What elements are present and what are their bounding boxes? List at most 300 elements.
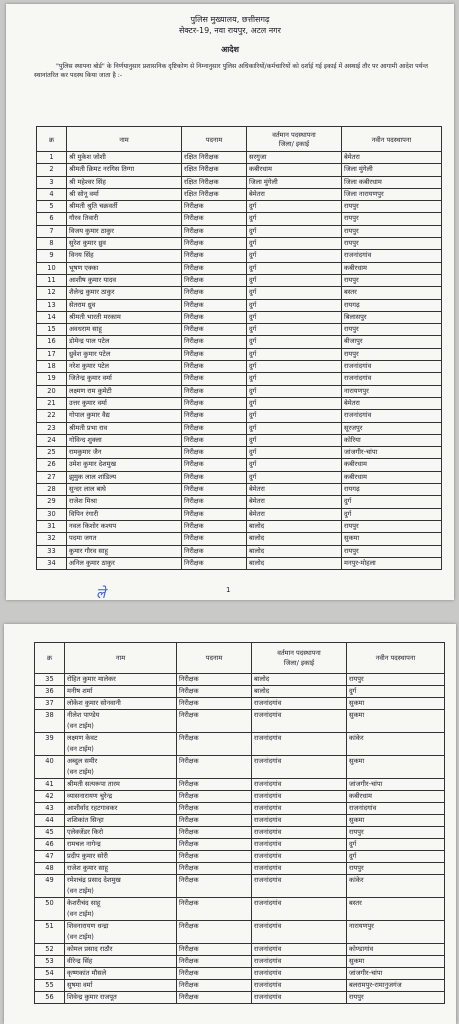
cell-current-posting: राजनांदगांव: [252, 992, 347, 1004]
cell-serial-no: 36: [35, 686, 65, 698]
cell-current-posting: दुर्ग: [247, 422, 342, 434]
table-row: [37, 238, 442, 250]
officer-name: सुरेश कुमार ध्रुव: [69, 239, 106, 248]
table-row: [35, 839, 445, 851]
cell-new-posting: रायगढ़: [342, 299, 442, 311]
cell-officer-name: [65, 875, 177, 898]
cell-new-posting: मनपुर-मोहला: [342, 557, 442, 569]
table-row: [37, 262, 442, 274]
officer-name: शशिकांत सिन्हा: [67, 816, 104, 824]
transfer-table-2: [34, 642, 445, 1004]
cell-new-posting: दुर्ग: [347, 839, 445, 851]
table-row: [37, 434, 442, 446]
table-row: [35, 863, 445, 875]
cell-current-posting: राजनांदगांव: [252, 898, 347, 921]
officer-name-note: (वन टाईम): [67, 745, 94, 753]
table-header-row: [35, 643, 445, 674]
table-row: [37, 250, 442, 262]
cell-officer-name: [67, 545, 182, 557]
cell-rank: निरीक्षक: [177, 779, 252, 791]
cell-new-posting: रायपुर: [342, 545, 442, 557]
officer-name: अब्दुल समीर: [67, 757, 98, 765]
officer-name: रामकुमार जैन: [69, 448, 102, 457]
cell-serial-no: 25: [37, 447, 67, 459]
cell-rank: निरीक्षक: [182, 274, 247, 286]
cell-new-posting: रायपुर: [342, 225, 442, 237]
cell-officer-name: [67, 508, 182, 520]
officer-name: झुमुक लाल शांडिल्य: [69, 472, 117, 481]
officer-name: गोपाल कुमार वैद्य: [69, 411, 110, 420]
cell-current-posting: राजनांदगांव: [252, 733, 347, 756]
cell-serial-no: 28: [37, 484, 67, 496]
cell-officer-name: [65, 791, 177, 803]
cell-new-posting: दुर्ग: [347, 686, 445, 698]
cell-current-posting: दुर्ग: [247, 410, 342, 422]
officer-name: विजय कुमार ठाकुर: [69, 226, 114, 235]
cell-serial-no: 50: [35, 898, 65, 921]
cell-new-posting: बस्तर: [347, 898, 445, 921]
col-header-no: क्र: [37, 127, 67, 152]
cell-officer-name: [67, 533, 182, 545]
cell-current-posting: बेमेतरा: [247, 484, 342, 496]
cell-current-posting: दुर्ग: [247, 287, 342, 299]
page-number: 1: [226, 586, 231, 594]
cell-rank: रक्षित निरीक्षक: [182, 176, 247, 188]
cell-officer-name: [67, 299, 182, 311]
cell-serial-no: 52: [35, 944, 65, 956]
cell-serial-no: 38: [35, 710, 65, 733]
officer-name: वीरेन्द्र सिंह: [67, 957, 93, 965]
cell-serial-no: 45: [35, 827, 65, 839]
cell-officer-name: [67, 348, 182, 360]
cell-rank: निरीक्षक: [182, 533, 247, 545]
officer-name: आशीष कुमार यादव: [69, 275, 117, 284]
table-row: [37, 520, 442, 532]
officer-name: श्रीमती सत्यरूपा तारम: [67, 780, 120, 788]
cell-officer-name: [67, 471, 182, 483]
handwritten-initials: ले: [96, 586, 106, 600]
cell-current-posting: राजनांदगांव: [252, 863, 347, 875]
cell-serial-no: 42: [35, 791, 65, 803]
cell-rank: निरीक्षक: [182, 410, 247, 422]
officer-name: नवल किशोर कश्यप: [69, 521, 117, 530]
officer-name: कृष्णकांत मौसले: [67, 969, 107, 977]
cell-officer-name: [65, 863, 177, 875]
cell-rank: रक्षित निरीक्षक: [182, 188, 247, 200]
cell-rank: निरीक्षक: [177, 839, 252, 851]
cell-current-posting: राजनांदगांव: [252, 815, 347, 827]
cell-officer-name: [65, 815, 177, 827]
table-row: [35, 827, 445, 839]
cell-serial-no: 17: [37, 348, 67, 360]
cell-new-posting: राजनांदगांव: [342, 373, 442, 385]
cell-rank: निरीक्षक: [177, 898, 252, 921]
cell-rank: निरीक्षक: [177, 980, 252, 992]
cell-current-posting: दुर्ग: [247, 336, 342, 348]
cell-current-posting: दुर्ग: [247, 213, 342, 225]
cell-rank: निरीक्षक: [177, 698, 252, 710]
officer-name: रमेशचंद्र प्रसाद देशमुख: [67, 876, 121, 884]
cell-current-posting: दुर्ग: [247, 238, 342, 250]
officer-name: उमेश कुमार देशमुख: [69, 460, 116, 469]
cell-officer-name: [67, 176, 182, 188]
cell-serial-no: 23: [37, 422, 67, 434]
col-header-rank: पदनाम: [182, 127, 247, 152]
cell-new-posting: कोण्डागांव: [347, 944, 445, 956]
cell-officer-name: [67, 385, 182, 397]
cell-new-posting: सुकमा: [342, 533, 442, 545]
cell-serial-no: 46: [35, 839, 65, 851]
cell-rank: निरीक्षक: [182, 373, 247, 385]
cell-rank: निरीक्षक: [182, 238, 247, 250]
cell-new-posting: रायगढ़: [342, 484, 442, 496]
cell-new-posting: बलरामपुर-रामानुजगंज: [347, 980, 445, 992]
cell-new-posting: बीजापुर: [342, 336, 442, 348]
table-row: [37, 164, 442, 176]
cell-officer-name: [67, 225, 182, 237]
cell-current-posting: राजनांदगांव: [252, 839, 347, 851]
cell-new-posting: नारायणपुर: [347, 921, 445, 944]
officer-name-note: (वन टाईम): [67, 910, 94, 918]
table-row: [35, 968, 445, 980]
cell-rank: निरीक्षक: [177, 944, 252, 956]
cell-current-posting: राजनांदगांव: [252, 875, 347, 898]
officer-name: केशरीचंद साहू: [67, 899, 101, 907]
officer-name: प्रदीप कुमार सोरी: [67, 852, 108, 860]
cell-rank: निरीक्षक: [182, 336, 247, 348]
cell-rank: निरीक्षक: [182, 250, 247, 262]
cell-officer-name: [65, 686, 177, 698]
col-header-name: नाम: [67, 127, 182, 152]
table-row: [35, 944, 445, 956]
cell-officer-name: [65, 803, 177, 815]
cell-current-posting: राजनांदगांव: [252, 921, 347, 944]
cell-new-posting: कांकेर: [347, 733, 445, 756]
cell-new-posting: कबीरधाम: [347, 791, 445, 803]
cell-serial-no: 5: [37, 201, 67, 213]
cell-officer-name: [65, 921, 177, 944]
cell-rank: निरीक्षक: [182, 385, 247, 397]
cell-officer-name: [67, 213, 182, 225]
cell-new-posting: दुर्ग: [342, 508, 442, 520]
cell-new-posting: रायपुर: [342, 348, 442, 360]
document-header: [6, 4, 454, 55]
cell-officer-name: [67, 311, 182, 323]
cell-rank: निरीक्षक: [177, 791, 252, 803]
cell-new-posting: कबीरधाम: [342, 262, 442, 274]
officer-name: जितेन्द्र कुमार वर्मा: [69, 374, 112, 383]
cell-serial-no: 43: [35, 803, 65, 815]
cell-officer-name: [67, 447, 182, 459]
officer-name: लक्ष्मण केवट: [67, 734, 98, 742]
cell-officer-name: [65, 851, 177, 863]
officer-name: रामचल नागेन्द्र: [67, 840, 101, 848]
col-header-name: नाम: [65, 643, 177, 674]
cell-new-posting: सुकमा: [347, 815, 445, 827]
cell-serial-no: 37: [35, 698, 65, 710]
cell-new-posting: जांजगीर-चांपा: [342, 447, 442, 459]
cell-new-posting: राजनांदगांव: [342, 410, 442, 422]
officer-name: ध्रुवेश कुमार पटेल: [69, 349, 111, 358]
cell-officer-name: [65, 698, 177, 710]
cell-serial-no: 14: [37, 311, 67, 323]
officer-name: नीलेश पाण्डेय: [67, 711, 100, 719]
col-header-current-label: वर्तमान पदस्थापना: [277, 649, 321, 657]
col-header-current: [252, 643, 347, 674]
table-header-row: [37, 127, 442, 152]
col-header-no: क्र: [35, 643, 65, 674]
officer-name: श्रीमती क्रिमट नरगिस तिग्गा: [69, 165, 135, 174]
cell-serial-no: 30: [37, 508, 67, 520]
cell-serial-no: 16: [37, 336, 67, 348]
cell-current-posting: दुर्ग: [247, 434, 342, 446]
cell-current-posting: दुर्ग: [247, 447, 342, 459]
cell-current-posting: दुर्ग: [247, 324, 342, 336]
officer-name: डोमेन्द्र पाल पटेल: [69, 337, 110, 346]
officer-name: श्री मुकेश जोशी: [69, 153, 106, 161]
officer-name: श्रीमती श्रुति चक्रवर्ती: [69, 202, 118, 211]
officer-name: लोकेश कुमार सोनवानी: [67, 699, 121, 707]
cell-current-posting: राजनांदगांव: [252, 779, 347, 791]
order-intro-paragraph: "पुलिस स्थापना बोर्ड" के निर्णयानुसार प्रशासनिक दृष्टिकोण से निम्नानुसार पुलिस अधिकारियों/कर्मचारियों को दर्शाई गई इकाई में अस्थाई तौर पर आगामी आदेश पर्यन्त स्थानांतरित कर पदस्थ किया जाता है :-: [34, 63, 428, 79]
cell-new-posting: रायपुर: [342, 201, 442, 213]
cell-rank: निरीक्षक: [182, 520, 247, 532]
cell-current-posting: बालोद: [252, 674, 347, 686]
cell-officer-name: [67, 287, 182, 299]
table-row: [35, 898, 445, 921]
cell-serial-no: 27: [37, 471, 67, 483]
cell-new-posting: रायपुर: [347, 827, 445, 839]
cell-officer-name: [65, 710, 177, 733]
col-header-new: नवीन पदस्थापना: [347, 643, 445, 674]
col-header-rank: पदनाम: [177, 643, 252, 674]
officer-name: श्री सोनू वर्मा: [69, 189, 99, 198]
table-row: [37, 336, 442, 348]
cell-rank: निरीक्षक: [177, 733, 252, 756]
officer-name: रोहित कुमार मालेकर: [67, 675, 116, 683]
cell-serial-no: 56: [35, 992, 65, 1004]
header-address: सेक्टर-19, नवा रायपुर, अटल नगर: [179, 26, 281, 35]
officer-name: कोमल प्रसाद राठौर: [67, 945, 113, 953]
cell-officer-name: [65, 968, 177, 980]
cell-serial-no: 9: [37, 250, 67, 262]
cell-serial-no: 53: [35, 956, 65, 968]
cell-officer-name: [65, 779, 177, 791]
cell-officer-name: [67, 484, 182, 496]
table-row: [37, 299, 442, 311]
cell-rank: निरीक्षक: [177, 827, 252, 839]
cell-serial-no: 15: [37, 324, 67, 336]
cell-current-posting: दुर्ग: [247, 274, 342, 286]
table-row: [37, 324, 442, 336]
cell-serial-no: 34: [37, 557, 67, 569]
cell-new-posting: कबीरधाम: [342, 459, 442, 471]
cell-serial-no: 35: [35, 674, 65, 686]
cell-officer-name: [67, 262, 182, 274]
officer-name: अनिल कुमार ठाकुर: [69, 558, 115, 567]
cell-new-posting: रायपुर: [342, 274, 442, 286]
table-row: [37, 176, 442, 188]
table-row: [37, 385, 442, 397]
header-office: पुलिस मुख्यालय, छत्तीसगढ़: [190, 15, 270, 24]
cell-rank: निरीक्षक: [182, 213, 247, 225]
cell-officer-name: [67, 361, 182, 373]
table-row: [37, 545, 442, 557]
cell-rank: निरीक्षक: [177, 710, 252, 733]
table-row: [37, 152, 442, 164]
cell-new-posting: बस्तर: [342, 287, 442, 299]
table-row: [37, 361, 442, 373]
cell-current-posting: दुर्ग: [247, 397, 342, 409]
officer-name: सुन्दर लाल बाघे: [69, 485, 106, 494]
cell-current-posting: बालोद: [247, 520, 342, 532]
table-row: [37, 557, 442, 569]
officer-name: भूषण एक्का: [69, 263, 99, 272]
cell-new-posting: सुकमा: [347, 956, 445, 968]
officer-name: गोविन्द शुक्ला: [69, 435, 102, 444]
table-row: [37, 533, 442, 545]
cell-current-posting: दुर्ग: [247, 348, 342, 360]
officer-name-note: (वन टाईम): [67, 768, 94, 776]
cell-current-posting: राजनांदगांव: [252, 710, 347, 733]
table-row: [35, 686, 445, 698]
officer-name: मनीष शर्मा: [67, 687, 93, 695]
cell-new-posting: राजनांदगांव: [342, 250, 442, 262]
cell-officer-name: [67, 238, 182, 250]
cell-current-posting: बेमेतरा: [247, 508, 342, 520]
table-row: [35, 815, 445, 827]
cell-serial-no: 47: [35, 851, 65, 863]
cell-officer-name: [67, 422, 182, 434]
table-row: [35, 779, 445, 791]
table-row: [35, 698, 445, 710]
cell-current-posting: बेमेतरा: [247, 496, 342, 508]
table-row: [37, 496, 442, 508]
table-row: [35, 791, 445, 803]
transfer-table-2-body: [35, 674, 445, 1004]
cell-officer-name: [67, 152, 182, 164]
cell-serial-no: 51: [35, 921, 65, 944]
cell-current-posting: दुर्ग: [247, 361, 342, 373]
cell-current-posting: दुर्ग: [247, 385, 342, 397]
document-page-2: [4, 624, 456, 1024]
cell-new-posting: राजनांदगांव: [342, 361, 442, 373]
officer-name: राजेश मिश्रा: [69, 497, 97, 506]
table-row: [37, 311, 442, 323]
cell-rank: निरीक्षक: [182, 287, 247, 299]
cell-new-posting: रायपुर: [342, 324, 442, 336]
table-row: [37, 348, 442, 360]
officer-name-note: (वन टाईम): [67, 933, 94, 941]
cell-new-posting: रायपुर: [342, 213, 442, 225]
cell-serial-no: 11: [37, 274, 67, 286]
cell-officer-name: [67, 373, 182, 385]
officer-name: लक्ष्मण राम कुमेटी: [69, 386, 112, 395]
cell-rank: निरीक्षक: [182, 508, 247, 520]
cell-officer-name: [65, 674, 177, 686]
cell-rank: निरीक्षक: [182, 262, 247, 274]
table-row: [37, 397, 442, 409]
cell-officer-name: [67, 250, 182, 262]
officer-name: नरेश कुमार पटेल: [69, 362, 109, 371]
cell-rank: निरीक्षक: [182, 557, 247, 569]
cell-officer-name: [65, 980, 177, 992]
cell-rank: निरीक्षक: [177, 863, 252, 875]
cell-serial-no: 31: [37, 520, 67, 532]
officer-name: शिवेन्द्र कुमार राजपूत: [67, 993, 117, 1001]
cell-new-posting: रायपुर: [347, 863, 445, 875]
table-row: [35, 710, 445, 733]
cell-current-posting: राजनांदगांव: [252, 827, 347, 839]
cell-serial-no: 48: [35, 863, 65, 875]
cell-officer-name: [65, 944, 177, 956]
cell-officer-name: [65, 839, 177, 851]
col-header-current-sub: जिला/ इकाई: [283, 659, 315, 667]
officer-name: श्री महेश्वर सिंह: [69, 177, 106, 186]
cell-officer-name: [67, 164, 182, 176]
col-header-current-sub: जिला/ इकाई: [278, 140, 310, 148]
cell-rank: रक्षित निरीक्षक: [182, 152, 247, 164]
cell-officer-name: [67, 410, 182, 422]
cell-new-posting: सुकमा: [347, 756, 445, 779]
col-header-current: [247, 127, 342, 152]
cell-serial-no: 1: [37, 152, 67, 164]
cell-new-posting: नारायणपुर: [342, 385, 442, 397]
cell-current-posting: दुर्ग: [247, 311, 342, 323]
document-page-1: [6, 4, 454, 600]
cell-new-posting: दुर्ग: [342, 496, 442, 508]
cell-rank: निरीक्षक: [182, 361, 247, 373]
table-row: [37, 213, 442, 225]
cell-current-posting: बालोद: [247, 557, 342, 569]
cell-new-posting: बेमेतरा: [342, 397, 442, 409]
table-row: [37, 225, 442, 237]
cell-serial-no: 40: [35, 756, 65, 779]
cell-rank: निरीक्षक: [182, 471, 247, 483]
officer-name: शिवनारायण धन्द्रा: [67, 922, 109, 930]
officer-name: आशीर्वाद रहटगावकर: [67, 804, 118, 812]
table-row: [35, 851, 445, 863]
cell-serial-no: 20: [37, 385, 67, 397]
table-row: [35, 921, 445, 944]
table-row: [37, 459, 442, 471]
cell-rank: निरीक्षक: [177, 686, 252, 698]
officer-name: कुमार गौरव साहू: [69, 546, 109, 555]
cell-serial-no: 21: [37, 397, 67, 409]
cell-rank: निरीक्षक: [182, 447, 247, 459]
officer-name-note: (वन टाईम): [67, 887, 94, 895]
cell-current-posting: बालोद: [247, 533, 342, 545]
cell-current-posting: राजनांदगांव: [252, 956, 347, 968]
cell-rank: निरीक्षक: [182, 459, 247, 471]
cell-new-posting: राजनांदगांव: [347, 803, 445, 815]
cell-officer-name: [67, 520, 182, 532]
cell-serial-no: 49: [35, 875, 65, 898]
cell-rank: निरीक्षक: [182, 496, 247, 508]
cell-current-posting: राजनांदगांव: [252, 803, 347, 815]
table-row: [37, 287, 442, 299]
cell-serial-no: 10: [37, 262, 67, 274]
cell-serial-no: 8: [37, 238, 67, 250]
cell-current-posting: बेमेतरा: [247, 188, 342, 200]
cell-new-posting: रायपुर: [342, 520, 442, 532]
cell-current-posting: दुर्ग: [247, 262, 342, 274]
cell-current-posting: कबीरधाम: [247, 164, 342, 176]
transfer-table-1: [36, 126, 442, 570]
cell-new-posting: बिलासपुर: [342, 311, 442, 323]
cell-current-posting: दुर्ग: [247, 250, 342, 262]
cell-officer-name: [67, 557, 182, 569]
